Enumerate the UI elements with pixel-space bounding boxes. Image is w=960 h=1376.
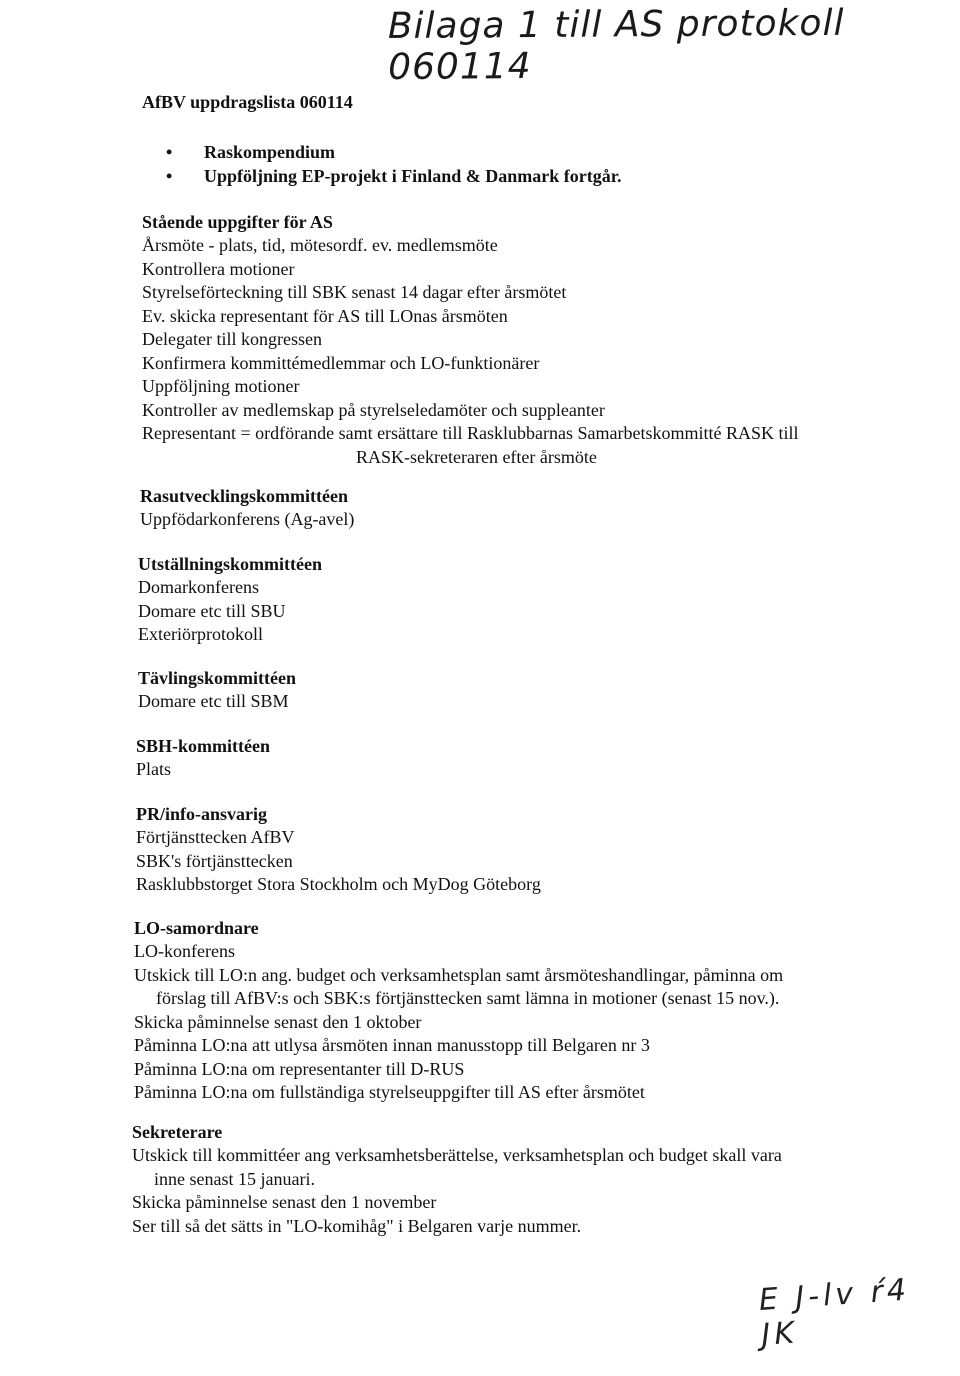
list-item: Konfirmera kommittémedlemmar och LO-funktionärer	[142, 352, 540, 373]
list-item: inne senast 15 januari.	[154, 1168, 315, 1189]
section-heading: Sekreterare	[132, 1122, 223, 1142]
section-utstallning	[138, 552, 960, 647]
list-item: Skicka påminnelse senast den 1 oktober	[134, 1011, 422, 1032]
list-item: Ev. skicka representant för AS till LOnas årsmöten	[142, 305, 508, 326]
section-heading: Tävlingskommittéen	[138, 668, 297, 688]
list-item: Påminna LO:na att utlysa årsmöten innan manusstopp till Belgaren nr 3	[134, 1035, 650, 1055]
section-staende-uppgifter	[142, 210, 960, 469]
list-item: RASK-sekreteraren efter årsmöte	[356, 446, 597, 467]
list-item: Förtjänsttecken AfBV	[136, 827, 295, 847]
list-item: Styrelseförteckning till SBK senast 14 dagar efter årsmötet	[142, 282, 567, 302]
section-lo-samordnare	[134, 916, 960, 1105]
list-item: Plats	[136, 759, 172, 779]
document-title: AfBV uppdragslista 060114	[142, 92, 353, 112]
bullet-item: • Uppföljning EP-projekt i Finland & Danmark fortgår.	[140, 164, 622, 188]
list-item: Domare etc till SBU	[138, 600, 286, 621]
list-item: Skicka påminnelse senast den 1 november	[132, 1192, 437, 1212]
section-sekreterare	[132, 1120, 960, 1238]
section-heading: LO-samordnare	[134, 918, 259, 938]
list-item: Representant = ordförande samt ersättare till Rasklubbarnas Samarbetskommitté RASK till	[142, 423, 799, 443]
section-tavling	[138, 666, 960, 714]
bullet-list	[140, 140, 622, 188]
section-heading: Stående uppgifter för AS	[142, 212, 333, 232]
list-item: Uppföljning motioner	[142, 376, 300, 396]
list-item: Årsmöte - plats, tid, mötesordf. ev. medlemsmöte	[142, 235, 498, 255]
list-item: Kontrollera motioner	[142, 258, 295, 279]
list-item: Kontroller av medlemskap på styrelseledamöter och suppleanter	[142, 399, 605, 420]
list-item: LO-konferens	[134, 941, 235, 961]
list-item: Rasklubbstorget Stora Stockholm och MyDog Göteborg	[136, 874, 541, 894]
list-item: Exteriörprotokoll	[138, 624, 263, 644]
list-item: Uppfödarkonferens (Ag-avel)	[140, 509, 355, 529]
list-item: SBK's förtjänsttecken	[136, 850, 293, 871]
list-item: Domarkonferens	[138, 577, 259, 597]
list-item: Utskick till kommittéer ang verksamhetsberättelse, verksamhetsplan och budget skall vara	[132, 1145, 782, 1165]
list-item: Delegater till kongressen	[142, 329, 322, 349]
section-heading: Rasutvecklingskommittéen	[140, 486, 348, 506]
handwritten-header: Bilaga 1 till AS protokoll 060114	[387, 2, 845, 88]
list-item: Ser till så det sätts in "LO-komihåg" i Belgaren varje nummer.	[132, 1215, 582, 1236]
bullet-item: • Raskompendium	[140, 140, 622, 164]
section-heading: Utställningskommittéen	[138, 554, 322, 574]
section-pr-info	[136, 802, 960, 897]
list-item: Påminna LO:na om representanter till D-RUS	[134, 1058, 465, 1079]
list-item: Domare etc till SBM	[138, 691, 289, 711]
section-rasutveckling	[140, 484, 960, 532]
section-heading: PR/info-ansvarig	[136, 804, 268, 824]
section-heading: SBH-kommittéen	[136, 736, 270, 756]
list-item: Påminna LO:na om fullständiga styrelseuppgifter till AS efter årsmötet	[134, 1082, 645, 1102]
handwritten-signature: E J-lv ŕ4 JK	[757, 1272, 912, 1353]
list-item: Utskick till LO:n ang. budget och verksamhetsplan samt årsmöteshandlingar, påminna om	[134, 964, 784, 985]
list-item: förslag till AfBV:s och SBK:s förtjänsttecken samt lämna in motioner (senast 15 nov.).	[156, 988, 780, 1008]
section-sbh	[136, 734, 960, 782]
